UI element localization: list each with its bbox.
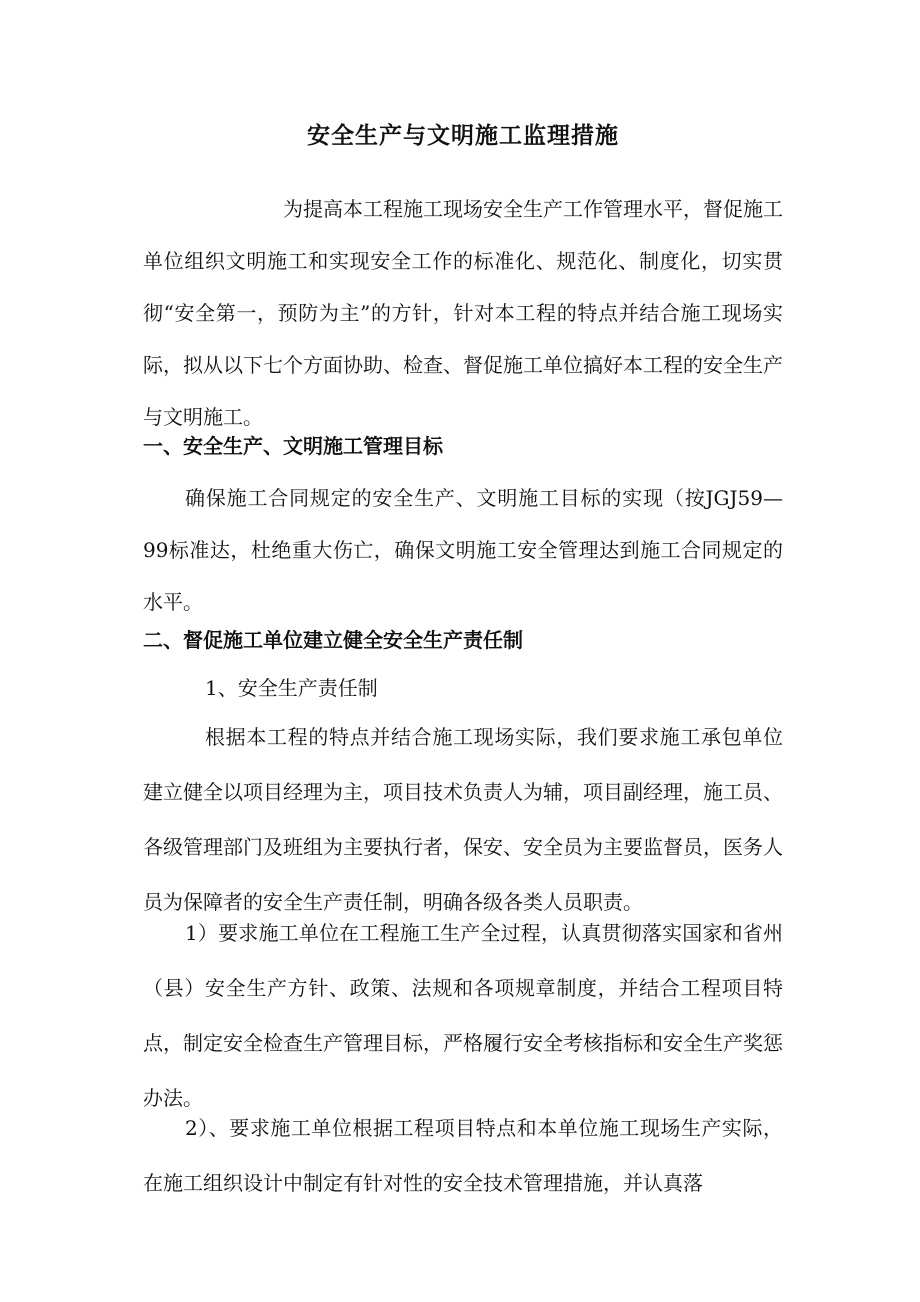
- section-2-item-1: 1）要求施工单位在工程施工生产全过程，认真贯彻落实国家和省州（县）安全生产方针、政策、法规和各项规章制度，并结合工程项目特点，制定安全检查生产管理目标，严格履行安全考核指标和安全生产奖惩办法。: [143, 921, 783, 1110]
- section-2-paragraph-1: 根据本工程的特点并结合施工现场实际，我们要求施工承包单位建立健全以项目经理为主，项目技术负责人为辅，项目副经理，施工员、各级管理部门及班组为主要执行者，保安、安全员为主要监督员，医务人员为保障者的安全生产责任制，明确各级各类人员职责。: [143, 725, 783, 914]
- section-2-heading: 二、督促施工单位建立健全安全生产责任制: [143, 628, 523, 652]
- section-1-heading: 一、安全生产、文明施工管理目标: [143, 434, 443, 458]
- intro-paragraph: 为提高本工程施工现场安全生产工作管理水平，督促施工单位组织文明施工和实现安全工作的标准化、规范化、制度化，切实贯彻“安全第一，预防为主”的方针，针对本工程的特点并结合施工现场实际，拟从以下七个方面协助、检查、督促施工单位搞好本工程的安全生产与文明施工。: [143, 197, 783, 429]
- section-1-paragraph: 确保施工合同规定的安全生产、文明施工目标的实现（按JGJ59—99标准达，杜绝重大伤亡，确保文明施工安全管理达到施工合同规定的水平。: [143, 486, 783, 614]
- section-2-subheading-1: 1、安全生产责任制: [205, 676, 378, 700]
- section-2-item-2: 2）、要求施工单位根据工程项目特点和本单位施工现场生产实际，在施工组织设计中制定有针对性的安全技术管理措施，并认真落: [143, 1116, 783, 1195]
- document-title: 安全生产与文明施工监理措施: [307, 122, 619, 149]
